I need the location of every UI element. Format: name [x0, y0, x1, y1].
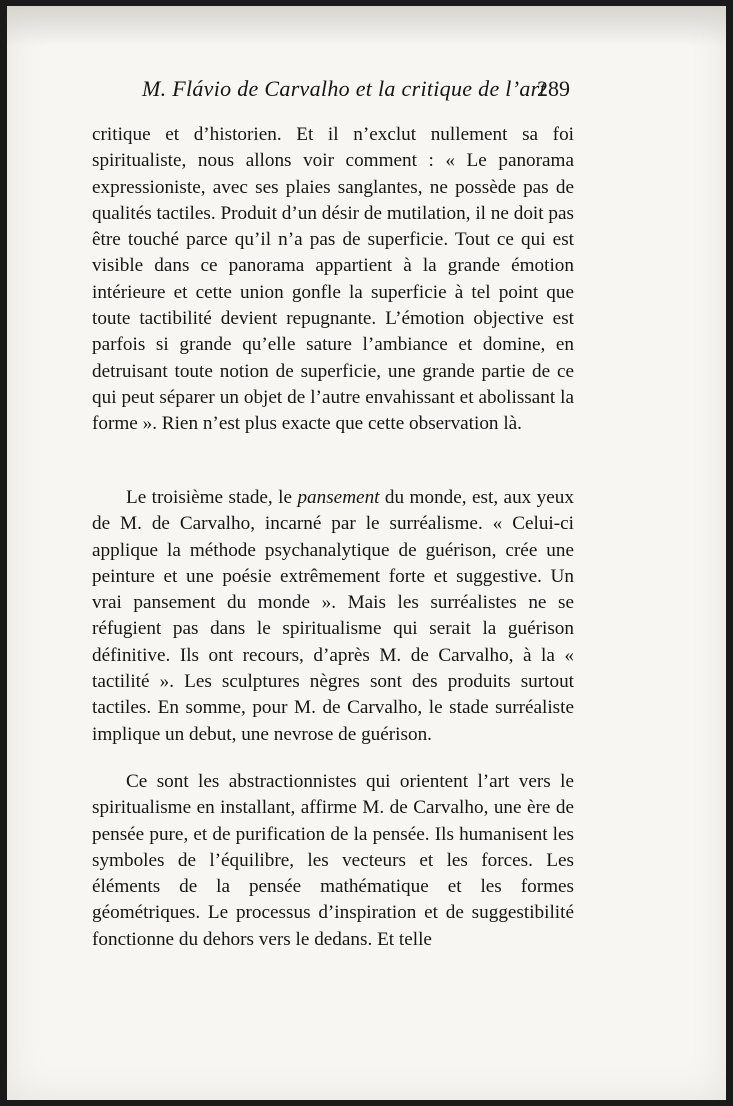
page-number: 289	[537, 76, 570, 101]
paragraph-2-block	[92, 485, 574, 748]
paragraph-2-lead: Le troisième stade, le	[126, 487, 298, 508]
paragraph-2-rest: du monde, est, aux yeux de M. de Carvalho, incarné par le surréalisme. « Celui-ci applique la méthode psychanalytique de guérison, crée une peinture et une poésie extrêmement forte et suggestive. Un vrai pansement du monde ». Mais les surréalistes ne se réfugient pas dans le spiritualisme qui serait la guérison définitive. Ils ont recours, d’après M. de Carvalho, à la « tactilité ». Les sculptures nègres sont des produits surtout tactiles. En somme, pour M. de Carvalho, le stade surréaliste implique un debut, une nevrose de guérison.	[92, 487, 574, 745]
paragraph-1: critique et d’historien. Et il n’exclut nullement sa foi spiritualiste, nous allons voir comment : « Le panorama expressioniste, avec ses plaies sanglantes, ne possède pas de qualités tactiles. Produit d’un désir de mutilation, il ne doit pas être touché parce qu’il n’a pas de superficie. Tout ce qui est visible dans ce panorama appartient à la grande émotion intérieure et cette union gonfle la superficie à tel point que toute tactibilité devient repugnante. L’émotion objective est parfois si grande qu’elle sature l’ambiance et domine, en detruisant toute notion de superficie, une grande partie de ce qui peut séparer un objet de l’autre envahissant et abolissant la forme ». Rien n’est plus exacte que cette observation là.	[92, 124, 574, 435]
paragraph-3-block	[92, 769, 574, 953]
paragraph-2-italic-term: pansement	[297, 487, 380, 508]
running-title: M. Flávio de Carvalho et la critique de l’art	[142, 76, 546, 101]
book-page	[7, 6, 726, 1100]
paragraph-1-block	[92, 122, 574, 438]
paragraph-2	[92, 485, 574, 748]
paragraph-3: Ce sont les abstractionnistes qui orientent l’art vers le spiritualisme en installant, affirme M. de Carvalho, une ère de pensée pure, et de purification de la pensée. Ils humanisent les symboles de l’équilibre, les vecteurs et les forces. Les éléments de la pensée mathématique et les formes géométriques. Le processus d’inspiration et de suggestibilité fonctionne du dehors vers le dedans. Et telle	[92, 771, 574, 950]
